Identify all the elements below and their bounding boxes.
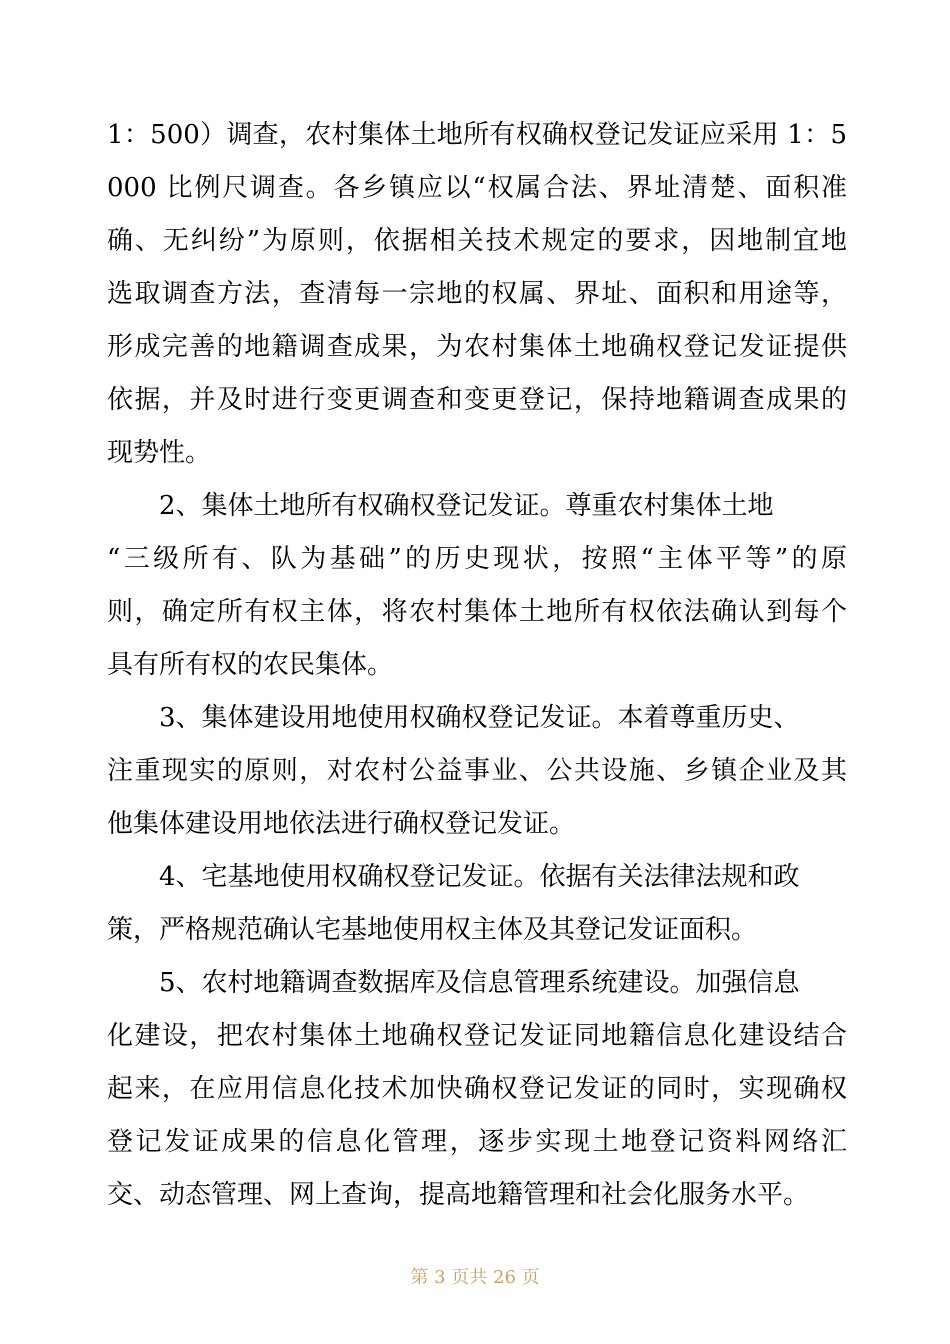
paragraph-line: 具有所有权的农民集体。 [107,650,394,680]
paragraph-line: 形成完善的地籍调查成果，为农村集体土地确权登记发证提供 [107,332,847,362]
paragraph-line: 化建设，把农村集体土地确权登记发证同地籍信息化建设结合 [107,1021,847,1051]
paragraph-line: 4、宅基地使用权确权登记发证。依据有关法律法规和政 [159,862,800,892]
paragraph-line: 000 比例尺调查。各乡镇应以“权属合法、界址清楚、面积准 [107,173,847,203]
paragraph-line: 他集体建设用地依法进行确权登记发证。 [107,809,576,839]
document-body [107,109,847,1222]
paragraph-line: 依据，并及时进行变更调查和变更登记，保持地籍调查成果的 [107,385,847,415]
paragraph-2 [107,480,847,692]
paragraph-line: 1：500）调查，农村集体土地所有权确权登记发证应采用 1：5 [107,120,847,150]
paragraph-line: 交、动态管理、网上查询，提高地籍管理和社会化服务水平。 [107,1180,810,1210]
paragraph-line: 选取调查方法，查清每一宗地的权属、界址、面积和用途等， [107,279,847,309]
paragraph-line: 5、农村地籍调查数据库及信息管理系统建设。加强信息 [159,968,800,998]
paragraph-line: 则，确定所有权主体，将农村集体土地所有权依法确认到每个 [107,597,847,627]
paragraph-line: 策，严格规范确认宅基地使用权主体及其登记发证面积。 [107,915,758,945]
paragraph-line: 起来，在应用信息化技术加快确权登记发证的同时，实现确权 [107,1074,847,1104]
paragraph-line: 登记发证成果的信息化管理，逐步实现土地登记资料网络汇 [107,1127,847,1157]
paragraph-line: “三级所有、队为基础”的历史现状，按照“主体平等”的原 [107,544,847,574]
paragraph-3 [107,692,847,851]
paragraph-5 [107,957,847,1222]
page-number-footer: 第 3 页共 26 页 [410,1267,540,1288]
paragraph-4 [107,851,847,957]
paragraph-line: 现势性。 [107,438,212,468]
paragraph-1 [107,109,847,480]
paragraph-line: 注重现实的原则，对农村公益事业、公共设施、乡镇企业及其 [107,756,847,786]
paragraph-line: 3、集体建设用地使用权确权登记发证。本着尊重历史、 [159,703,800,733]
paragraph-line: 2、集体土地所有权确权登记发证。尊重农村集体土地 [159,491,774,521]
paragraph-line: 确、无纠纷”为原则，依据相关技术规定的要求，因地制宜地 [107,226,847,256]
